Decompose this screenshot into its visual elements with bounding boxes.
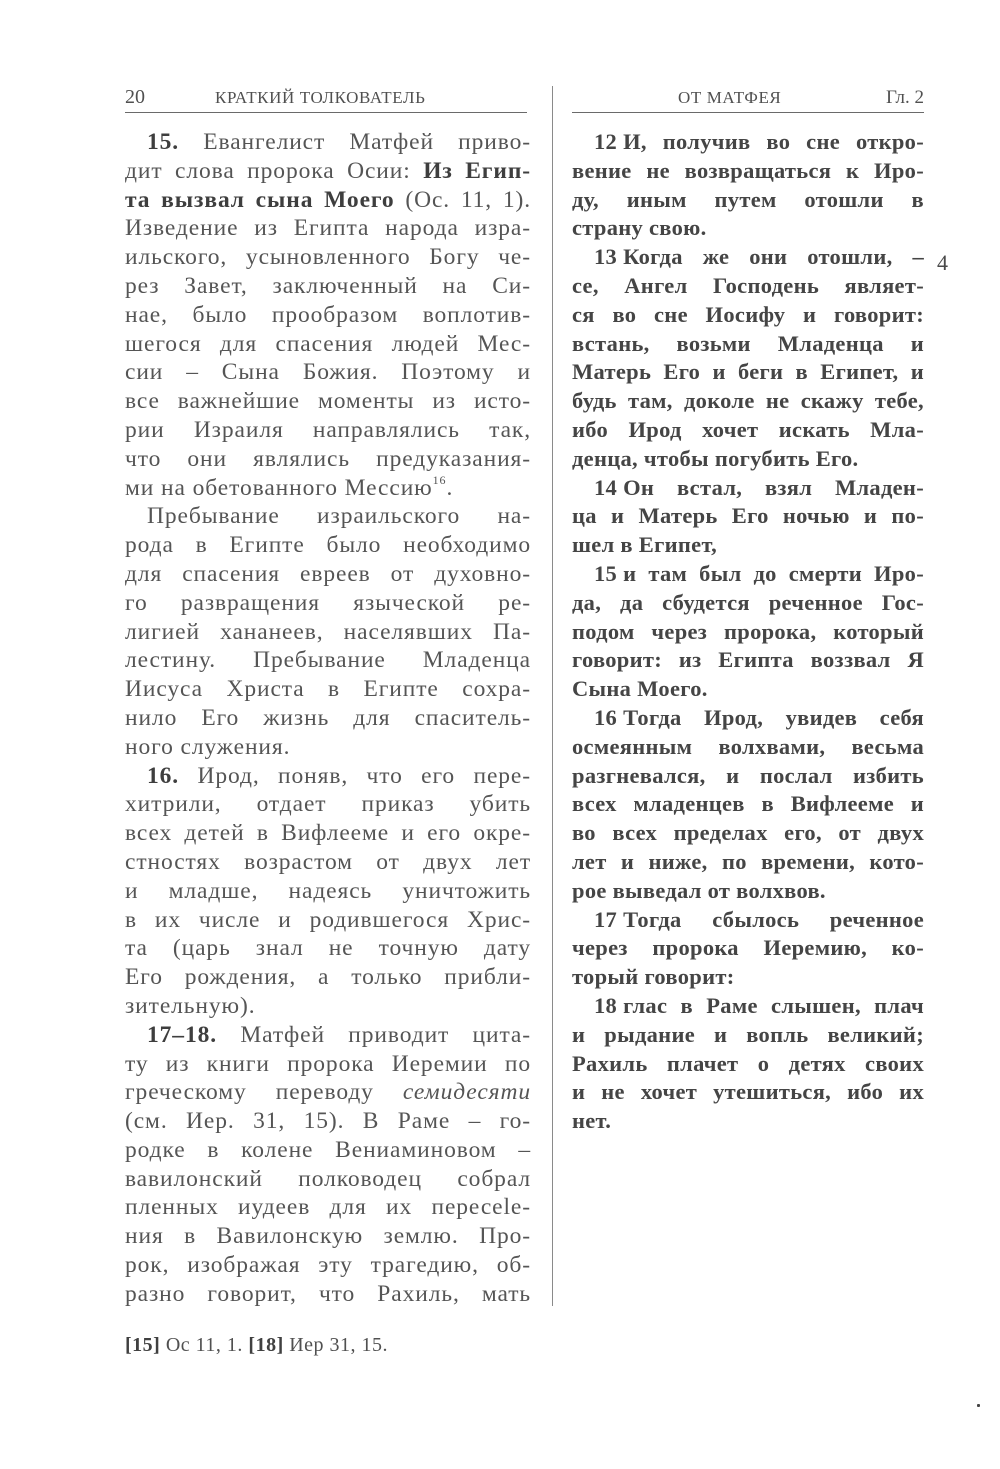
verse-17: 17 Тогда сбылось реченное через пророка Иеремию, ко- торый говорит: — [572, 906, 924, 990]
print-speck — [977, 1404, 980, 1407]
verse-14: 14 Он встал, взял Младен- ца и Матерь Его ночью и по- шел в Египет, — [572, 474, 924, 558]
commentary-paragraph-15: 15. Евангелист Матфей приво- дит слова пророка Осии: Из Егип- та вызвал сына Моего (Ос. 11, 1). Изведение из Египта народа изра- ильского, усыновленного Богу че- рез Завет, заключенный на Си- нае, было прообразом воплотив- шегося для спасения людей Мес- сии – Сына Божия. Поэтому и все важнейшие моменты из исто- рии Израиля направлялись так, что они являлись предуказания- ми на обетованного Мессию$^{16}$. — [125, 129, 531, 501]
verse-13: 13 Когда же они отошли, – се, Ангел Господень являет- ся во сне Иосифу и говорит: встань, возьми Младенца и Матерь Его и беги в Египет, и будь там, доколе не скажу тебе, ибо Ирод хочет искать Мла- денца, чтобы погубить Его. — [572, 244, 924, 471]
commentary-paragraph-17-18: 17–18. Матфей приводит цита- ту из книги пророка Иеремии по греческому переводу семидесяти (см. Иер. 31, 15). В Раме – го- родке в колене Вениаминовом – вавилонский полководец собрал пленных иудеев для их пересele- ния в Вавилонскую землю. Про- рок, изображая эту трагедию, об- разно говорит, что Рахиль, мать — [125, 1021, 531, 1307]
footnote-ref: [15] — [125, 1334, 161, 1356]
running-head-right — [572, 86, 924, 113]
verse-15: 15 и там был до смерти Иро- да, да сбудется реченное Гос- подом через пророка, который говорит: из Египта воззвал Я Сына Моего. — [572, 560, 924, 702]
footnote: [15] Ос 11, 1. [18] Иер 31, 15. — [125, 1334, 389, 1356]
chapter-label: Гл. 2 — [885, 87, 924, 108]
commentary-number: 16. — [147, 762, 180, 789]
footnote-ref: [18] — [248, 1334, 284, 1356]
commentary-paragraph-16: 16. Ирод, поняв, что его пере- хитрили, отдает приказ убить всех детей в Вифлееме и его окре- стностях возрастом от двух лет и младше, надеясь уничтожить в их числе и родившегося Хрис- та (царь знал не точную дату Его рождения, а только прибли- зительную). — [125, 762, 531, 1019]
scripture-column — [572, 128, 924, 1136]
commentary-number: 17–18. — [147, 1021, 218, 1048]
quote-bold: Из Егип- — [423, 157, 531, 184]
page-number: 20 — [125, 86, 145, 108]
verse-number: 16 — [594, 704, 618, 730]
verse-number: 14 — [594, 474, 618, 500]
italic-term: семидесяти — [402, 1079, 531, 1106]
verse-number: 13 — [594, 244, 618, 270]
commentary-number: 15. — [147, 129, 180, 155]
quote-bold: та вызвал сына Моего — [125, 186, 395, 213]
footnote-ref-16: 16 — [432, 472, 447, 487]
margin-reading-number: 4 — [937, 250, 948, 275]
running-head-left — [125, 86, 527, 113]
verse-number: 18 — [594, 992, 618, 1018]
verse-12: 12 И, получив во сне откро- вение не возвращаться к Иро- ду, иным путем отошли в страну свою. — [572, 129, 924, 241]
verse-18: 18 глас в Раме слышен, плач и рыдание и вопль великий; Рахиль плачет о детях своих и не хочет утешиться, ибо их нет. — [572, 992, 924, 1134]
running-head-title-left: КРАТКИЙ ТОЛКОВАТЕЛЬ — [215, 88, 426, 107]
verse-number: 15 — [594, 560, 618, 586]
verse-number: 17 — [594, 906, 618, 932]
commentary-column — [125, 128, 531, 1309]
verse-number: 12 — [594, 129, 618, 154]
running-head-title-right: ОТ МАТФЕЯ — [678, 88, 782, 107]
commentary-paragraph-egypt: Пребывание израильского на- рода в Египте было необходимо для спасения евреев от духовно- го развращения языческой ре- лигией хананеев, населявших Па- лестину. Пребывание Младенца Иисуса Христа в Египте сохра- нило Его жизнь для спаситель- ного служения. — [125, 503, 531, 760]
verse-16: 16 Тогда Ирод, увидев себя осмеянным волхвами, весьма разгневался, и послал избить всех младенцев в Вифлееме и во всех пределах его, от двух лет и ниже, по времени, кото- рое выведал от волхвов. — [572, 704, 924, 903]
column-divider — [552, 86, 553, 1306]
